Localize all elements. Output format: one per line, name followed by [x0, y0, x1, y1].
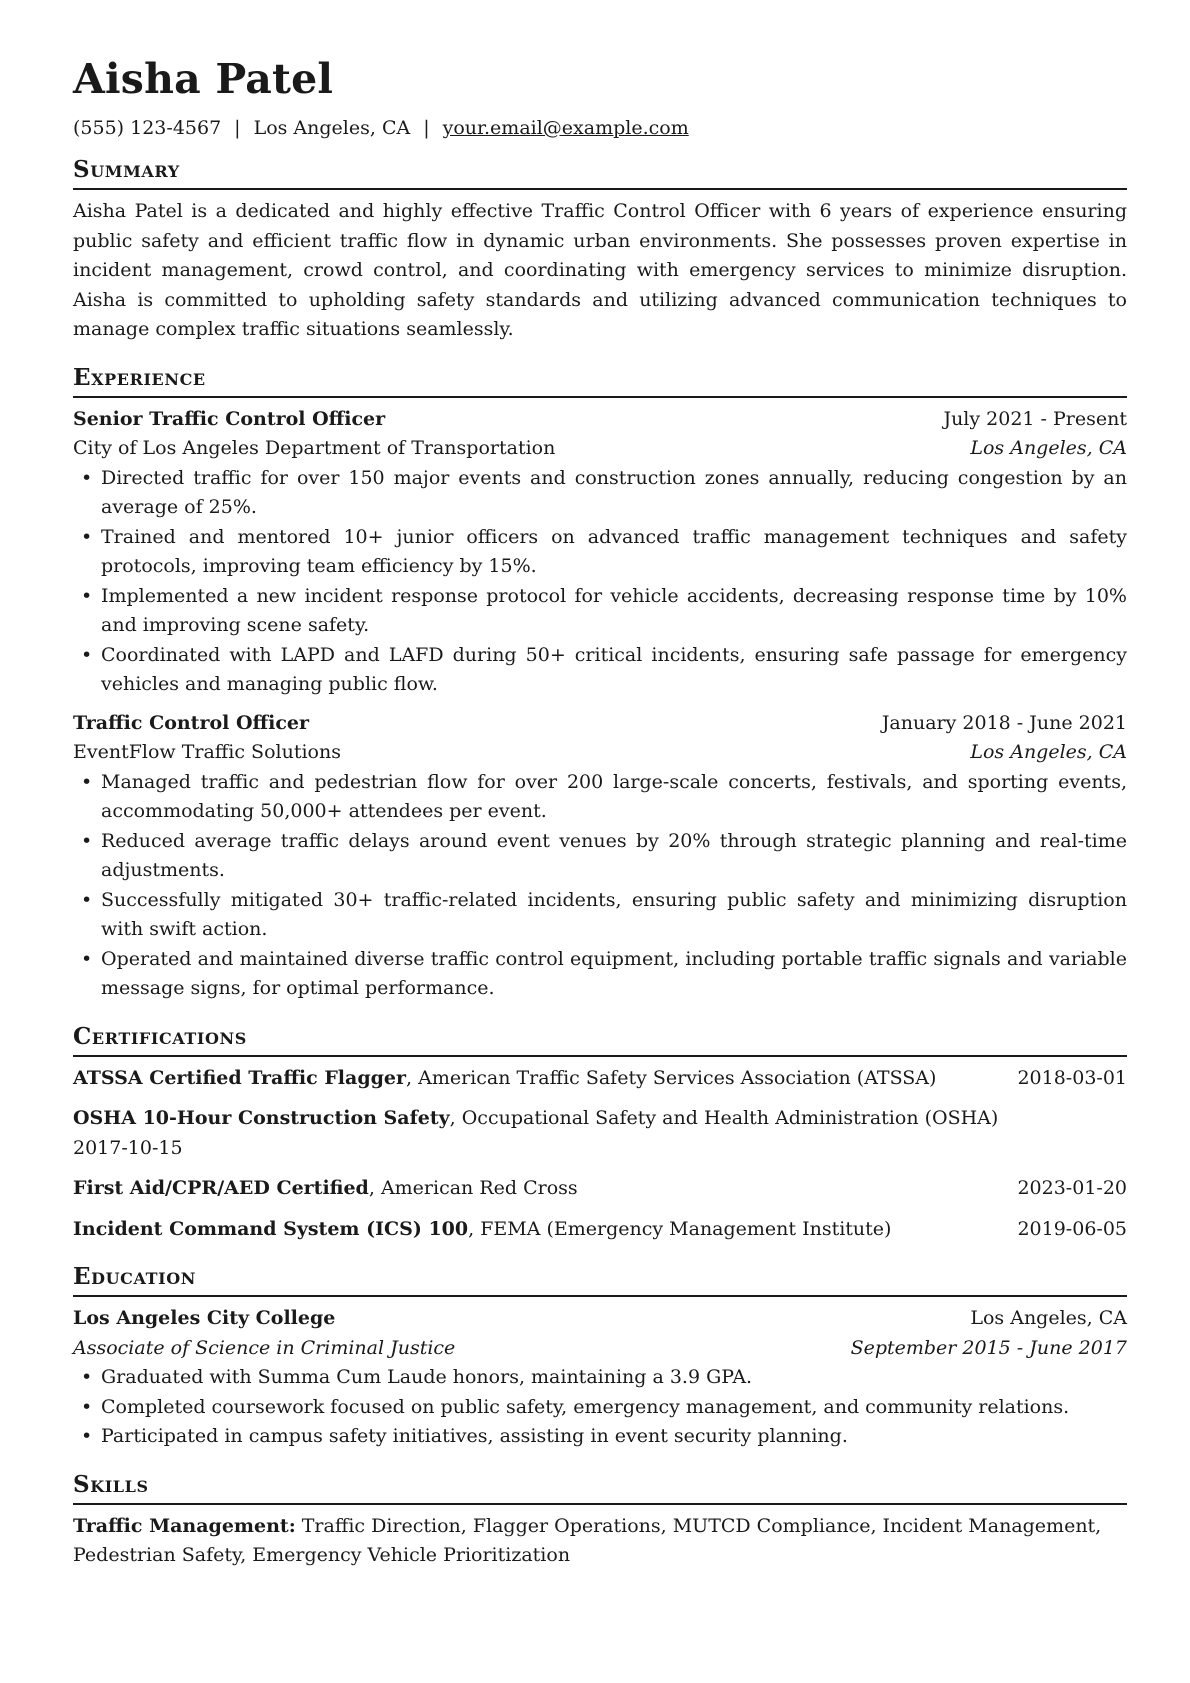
bullet-item: • Coordinated with LAPD and LAFD during 50+ critical incidents, ensuring safe passage for emergency vehicles and managing public flow. — [73, 641, 1127, 700]
school-name: Los Angeles City College — [73, 1307, 336, 1329]
bullet-item: • Operated and maintained diverse traffic control equipment, including portable traffic signals and variable message signs, for optimal performance. — [73, 945, 1127, 1004]
education-dates: September 2015 - June 2017 — [850, 1336, 1127, 1359]
section-title-skills: Skills — [73, 1471, 1127, 1505]
skill-category: Traffic Management: — [73, 1514, 296, 1537]
certification-name: Incident Command System (ICS) 100 — [73, 1217, 469, 1240]
employer: EventFlow Traffic Solutions — [73, 741, 341, 763]
job-dates: July 2021 - Present — [943, 407, 1127, 430]
resume-page — [73, 54, 1127, 1571]
certification-entry — [73, 1215, 1127, 1245]
bullet-item: • Completed coursework focused on public safety, emergency management, and community relations. — [73, 1393, 1127, 1423]
job-title: Traffic Control Officer — [73, 711, 310, 734]
bullet-item: • Successfully mitigated 30+ traffic-related incidents, ensuring public safety and minimizing disruption with swift action. — [73, 886, 1127, 945]
bullet-item: • Managed traffic and pedestrian flow for over 200 large-scale concerts, festivals, and sporting events, accommodating 50,000+ attendees per event. — [73, 768, 1127, 827]
bullet-item: • Directed traffic for over 150 major events and construction zones annually, reducing congestion by an average of 25%. — [73, 464, 1127, 523]
certification-name: First Aid/CPR/AED Certified — [73, 1177, 369, 1199]
section-title-experience: Experience — [73, 364, 1127, 398]
skills-entry — [73, 1512, 1127, 1571]
job-bullets — [73, 768, 1127, 1004]
candidate-name: Aisha Patel — [73, 55, 334, 103]
job-location: Los Angeles, CA — [970, 437, 1127, 459]
certification-issuer: , FEMA (Emergency Management Institute) — [468, 1217, 892, 1240]
bullet-item: • Graduated with Summa Cum Laude honors, maintaining a 3.9 GPA. — [73, 1363, 1127, 1393]
job-title: Senior Traffic Control Officer — [73, 407, 386, 430]
contact-separator: | — [234, 117, 241, 139]
education-entry — [73, 1304, 1127, 1452]
section-title-certifications: Certifications — [73, 1023, 1127, 1057]
certification-issuer: , American Red Cross — [368, 1177, 578, 1199]
location: Los Angeles, CA — [253, 117, 411, 139]
certification-entry — [73, 1064, 1127, 1094]
phone-number: (555) 123-4567 — [73, 117, 222, 139]
certification-entry — [73, 1174, 1127, 1204]
bullet-item: • Trained and mentored 10+ junior officers on advanced traffic management techniques and safety protocols, improving team efficiency by 15%. — [73, 523, 1127, 582]
certification-date: 2023-01-20 — [1017, 1177, 1127, 1199]
job-location: Los Angeles, CA — [970, 741, 1127, 763]
certification-issuer: , Occupational Safety and Health Administration (OSHA) — [449, 1107, 999, 1129]
certification-date: 2018-03-01 — [1017, 1066, 1127, 1089]
certification-name: ATSSA Certified Traffic Flagger — [73, 1066, 407, 1089]
contact-line — [73, 114, 1127, 142]
bullet-item: • Implemented a new incident response protocol for vehicle accidents, decreasing response time by 10% and improving scene safety. — [73, 582, 1127, 641]
experience-entry — [73, 405, 1127, 700]
section-title-summary: Summary — [73, 156, 1127, 190]
experience-entry — [73, 709, 1127, 1004]
contact-separator: | — [423, 117, 430, 139]
certification-date: 2017-10-15 — [73, 1136, 183, 1159]
summary-text: Aisha Patel is a dedicated and highly effective Traffic Control Officer with 6 years of experience ensuring public safety and efficient traffic flow in dynamic urban environments. She possesses proven expertise in incident management, crowd control, and coordinating with emergency services to minimize disruption. Aisha is committed to upholding safety standards and utilizing advanced communication techniques to manage complex traffic situations seamlessly. — [73, 200, 1127, 340]
certification-entry — [73, 1104, 1127, 1163]
certification-issuer: , American Traffic Safety Services Association (ATSSA) — [406, 1066, 937, 1089]
skill-list: Traffic Direction, Flagger Operations, MUTCD Compliance, Incident Management, Pedestrian Safety, Emergency Vehicle Prioritization — [73, 1514, 1102, 1566]
school-location: Los Angeles, CA — [970, 1307, 1127, 1329]
job-dates: January 2018 - June 2021 — [881, 711, 1127, 734]
job-bullets — [73, 464, 1127, 700]
employer: City of Los Angeles Department of Transportation — [73, 437, 556, 459]
degree: Associate of Science in Criminal Justice — [73, 1336, 456, 1359]
section-title-education: Education — [73, 1263, 1127, 1297]
email-link[interactable]: your.email@example.com — [442, 117, 689, 139]
certification-name: OSHA 10-Hour Construction Safety — [73, 1107, 450, 1129]
certification-date: 2019-06-05 — [1017, 1217, 1127, 1240]
education-bullets — [73, 1363, 1127, 1452]
bullet-item: • Reduced average traffic delays around event venues by 20% through strategic planning and real-time adjustments. — [73, 827, 1127, 886]
bullet-item: • Participated in campus safety initiatives, assisting in event security planning. — [73, 1422, 1127, 1452]
